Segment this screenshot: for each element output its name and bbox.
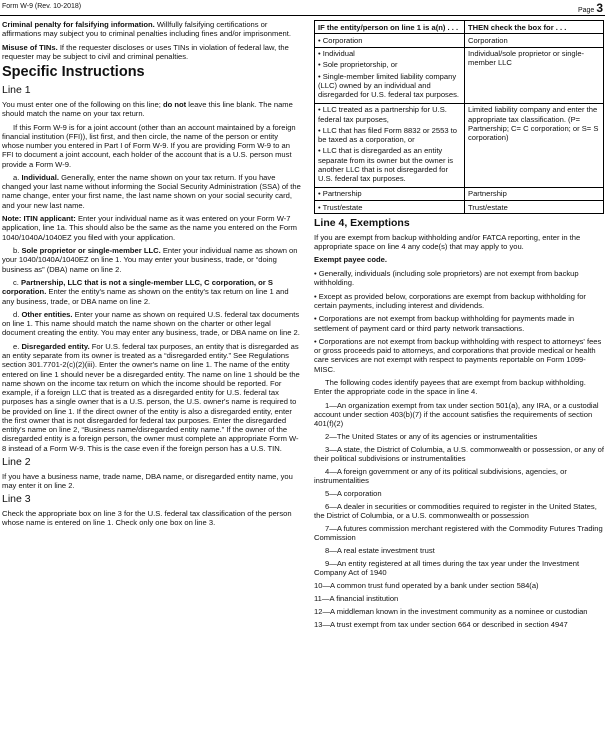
table-head-if: IF the entity/person on line 1 is a(n) . . . (315, 21, 465, 34)
misuse-paragraph (2, 43, 302, 62)
item-c-text: Enter the entity's name as shown on the entity's tax return on line 1 and any business, trade, or DBA name on line 2. (2, 287, 289, 306)
exempt-codes-list (314, 401, 604, 629)
exempt-bullet: • Except as provided below, corporations are exempt from backup withholding for certain payments, including interest and dividends. (314, 291, 586, 310)
item-a-label: a. (13, 172, 22, 182)
exempt-code: 1—An organization exempt from tax under section 501(a), any IRA, or a custodial account under section 403(b)(7) if the account satisfies the requirements of section 401(f)(2) (314, 400, 599, 429)
table-row (315, 47, 604, 103)
table-cell-if (315, 103, 465, 187)
table-cell-then: Partnership (465, 187, 604, 200)
line1-heading: Line 1 (2, 84, 31, 97)
table-cell-then: Trust/estate (465, 201, 604, 214)
right-column (314, 20, 604, 633)
item-a-individual (2, 173, 302, 210)
exempt-code: 6—A dealer in securities or commodities required to register in the United States, the District of Columbia, or a U.S. commonwealth or possession (314, 502, 597, 521)
exempt-bullet: • Corporations are not exempt from backup withholding for payments made in settlement of payment card or third party network transactions. (314, 314, 575, 333)
item-e-text: For U.S. federal tax purposes, an entity that is disregarded as an entity separate from its owner is treated as a “disregarded entity.” See Regulations section 301.7701-2(c)(2)(iii). Enter the owner's name on line 1. The name of the entity entered on line 1 should never be a disregarded entity. The name on line 1 should be the name shown on the income tax return on which the income should be reported. For example, if a foreign LLC that is treated as a disregarded entity for U.S. federal tax purposes has a single owner that is a U.S. person, the U.S. owner's name is required to be provided on line 1. If the direct owner of the entity is also a disregarded entity, enter the first owner that is not disregarded for federal tax purposes. Enter the disregarded entity's name on line 2, “Business name/disregarded entity name.” If the owner of the disregarded entity is a foreign person, the owner must complete an appropriate Form W-8 instead of a Form W-9. This is the case even if the foreign person has a U.S. TIN. (2, 341, 300, 453)
line4-intro: If you are exempt from backup withholding and/or FATCA reporting, enter in the appropriate space on line 4 any code(s) that may apply to you. (314, 232, 581, 252)
line3-paragraph: Check the appropriate box on line 3 for the U.S. federal tax classification of the person whose name is entered on line 1. Check only one box on line 3. (2, 508, 292, 528)
table-row (315, 103, 604, 187)
item-c-title: Partnership, LLC that is not a single-member LLC, C corporation, or S corporation. (2, 278, 273, 297)
table-cell-if: • Partnership (315, 187, 465, 200)
exempt-code: 12—A middleman known in the investment community as a nominee or custodian (314, 606, 588, 616)
exempt-payee-heading: Exempt payee code. (314, 255, 388, 265)
form-label: Form W-9 (Rev. 10-2018) (2, 3, 82, 10)
item-a-title: Individual. (21, 172, 60, 182)
line2-paragraph: If you have a business name, trade name, DBA name, or disregarded entity name, you may enter it on line 2. (2, 471, 293, 490)
penalty-text: Willfully falsifying certifications or affirmations may subject you to criminal penalties including fines and/or imprisonment. (2, 20, 291, 39)
line1-p1-c: leave this line blank. The name should match the name on your tax return. (2, 99, 293, 119)
table-bullet: • LLC treated as a partnership for U.S. federal tax purposes, (318, 105, 447, 124)
line1-paragraph-1 (2, 100, 302, 119)
page-number: 3 (596, 1, 603, 15)
table-cell-if (315, 47, 465, 103)
item-a-text: Generally, enter the name shown on your tax return. If you have changed your last name without informing the Social Security Administration (SSA) of the name change, enter your first name, the last name shown on your social security card, and your new last name. (2, 172, 301, 210)
table-bullet: • LLC that is disregarded as an entity separate from its owner but the owner is another LLC that is not disregarded for U.S. federal tax purposes. (318, 146, 454, 183)
table-cell-if: • Corporation (315, 34, 465, 47)
codes-intro: The following codes identify payees that are exempt from backup withholding. Enter the appropriate code in the space in line 4. (314, 378, 586, 397)
table-row (315, 187, 604, 200)
table-bullet: • Single-member limited liability company (LLC) owned by an individual and disregarded for U.S. federal tax purposes. (318, 71, 459, 99)
itin-note (2, 214, 302, 242)
exempt-bullet: • Generally, individuals (including sole proprietors) are not exempt from backup withholding. (314, 268, 579, 288)
line3-heading: Line 3 (2, 493, 31, 506)
item-d-title: Other entities. (21, 309, 73, 319)
table-cell-if: • Trust/estate (315, 201, 465, 214)
exempt-code: 4—A foreign government or any of its political subdivisions, agencies, or instrumentalities (314, 467, 567, 486)
line4-heading: Line 4, Exemptions (314, 217, 410, 230)
exempt-code: 2—The United States or any of its agencies or instrumentalities (325, 432, 538, 442)
penalty-title: Criminal penalty for falsifying information. (2, 20, 155, 29)
item-b-text: Enter your individual name as shown on your 1040/1040A/1040EZ on line 1. You may enter your business, trade, or “doing business as” (DBA) name on line 2. (2, 246, 298, 274)
table-row (315, 34, 604, 47)
item-e-label: e. (13, 341, 22, 351)
table-bullet: • Individual (318, 49, 355, 58)
item-e-title: Disregarded entity. (21, 341, 90, 351)
exempt-code: 13—A trust exempt from tax under section 664 or described in section 4947 (314, 619, 568, 629)
item-e-disregarded-entity (2, 342, 302, 453)
exempt-code: 3—A state, the District of Columbia, a U.S. commonwealth or possession, or any of their political subdivisions or instrumentalities (314, 445, 604, 464)
line1-p1-b: do not (162, 99, 187, 109)
table-header-row (315, 21, 604, 34)
exempt-bullet: • Corporations are not exempt from backup withholding with respect to attorneys' fees or gross proceeds paid to attorneys, and corporations that provide medical or health care services are not exempt with respect to payments reportable on Form 1099-MISC. (314, 336, 602, 374)
table-cell-then: Individual/sole proprietor or single-member LLC (465, 47, 604, 103)
page-word: Page (577, 7, 595, 14)
tax-classification-table (314, 20, 604, 214)
exempt-code: 11—A financial institution (314, 594, 399, 604)
item-c-partnership (2, 278, 302, 306)
item-b-label: b. (13, 246, 22, 256)
line1-paragraph-2: If this Form W-9 is for a joint account (other than an account maintained by a foreign financial institution (FFI)), list first, and then circle, the name of the person or entity whose number you entered in Part I of Form W-9. If you are providing Form W-9 to an FFI to document a joint account, each holder of the account that is a U.S. person must provide a Form W-9. (2, 122, 296, 169)
table-head-then: THEN check the box for . . . (465, 21, 604, 34)
exempt-code: 7—A futures commission merchant registered with the Commodity Futures Trading Commission (314, 524, 603, 543)
penalty-paragraph (2, 20, 302, 39)
table-bullet: • LLC that has filed Form 8832 or 2553 to be taxed as a corporation, or (318, 125, 458, 144)
itin-title: Note: ITIN applicant: (2, 214, 76, 224)
specific-instructions-heading: Specific Instructions (2, 64, 145, 81)
table-cell-then: Limited liability company and enter the appropriate tax classification. (P= Partnership; C= C corporation; or S= S corporation) (465, 103, 604, 187)
misuse-title: Misuse of TINs. (2, 42, 58, 52)
misuse-text: If the requester discloses or uses TINs in violation of federal law, the requester may be subject to civil and criminal penalties. (2, 42, 289, 61)
table-bullet: • Sole proprietorship, or (318, 60, 398, 70)
line2-heading: Line 2 (2, 456, 31, 469)
left-column (2, 20, 302, 532)
exempt-code: 9—An entity registered at all times during the tax year under the Investment Company Act of 1940 (314, 559, 580, 578)
page-indicator (578, 1, 603, 16)
item-d-other-entities (2, 310, 302, 338)
item-b-title: Sole proprietor or single-member LLC. (21, 246, 161, 256)
item-b-sole-proprietor (2, 246, 302, 274)
table-row (315, 201, 604, 214)
page-header (0, 0, 605, 16)
itin-text: Enter your individual name as it was entered on your Form W-7 application, line 1a. This should also be the same as the name you entered on the Form 1040/1040A/1040EZ you filed with your application. (2, 214, 297, 242)
exempt-code: 10—A common trust fund operated by a bank under section 584(a) (314, 581, 539, 591)
item-d-text: Enter your name as shown on required U.S. federal tax documents on line 1. This name should match the name shown on the charter or other legal document creating the entity. You may enter any business, trade, or DBA name on line 2. (2, 309, 300, 338)
exempt-code: 8—A real estate investment trust (325, 546, 435, 556)
line1-p1-a: You must enter one of the following on this line; (2, 99, 163, 109)
item-c-label: c. (13, 278, 22, 288)
table-cell-then: Corporation (465, 34, 604, 47)
item-d-label: d. (13, 309, 22, 319)
exempt-code: 5—A corporation (325, 489, 382, 499)
